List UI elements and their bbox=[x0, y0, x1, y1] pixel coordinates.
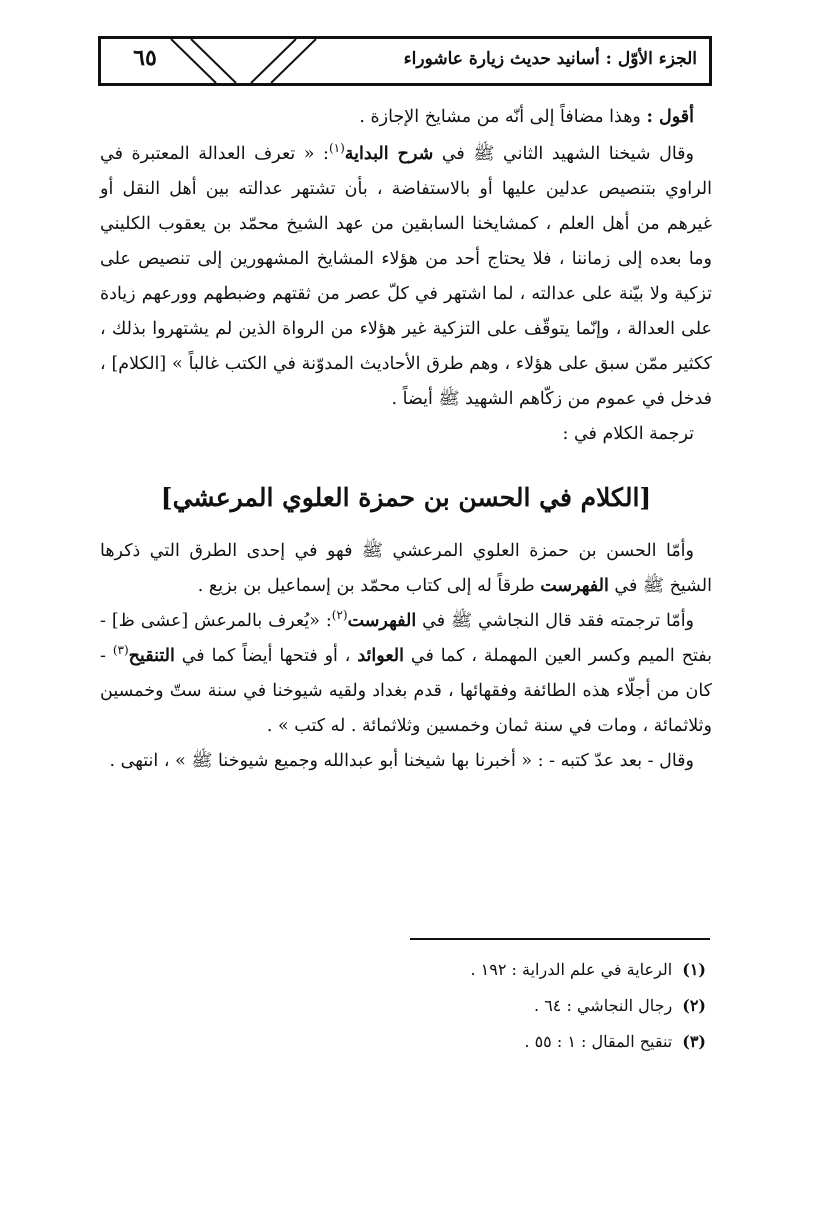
footnotes bbox=[100, 952, 706, 1060]
footnote-text: رجال النجاشي : ٦٤ . bbox=[534, 996, 673, 1015]
page-number: ٦٥ bbox=[133, 45, 157, 71]
footnote bbox=[100, 988, 706, 1024]
paragraph-text: : «يُعرف بالمرعش [عشى ظ] - بفتح الميم وكسر العين المهملة ، كما في bbox=[100, 611, 712, 666]
paragraph-text: وقال - بعد عدّ كتبه - : « أخبرنا بها شيخنا أبو عبدالله وجميع شيوخنا ﷺ » ، انتهى . bbox=[109, 751, 694, 771]
footnote-ref: (٢) bbox=[331, 608, 348, 623]
footnote bbox=[100, 952, 706, 988]
footnote bbox=[100, 1024, 706, 1060]
book-title: الفهرست bbox=[540, 576, 609, 596]
paragraph-text: ترجمة الكلام في : bbox=[562, 424, 694, 444]
footnote-text: الرعاية في علم الدراية : ١٩٢ . bbox=[470, 960, 673, 979]
footnote-ref: (٣) bbox=[112, 643, 129, 658]
book-title: العوائد bbox=[357, 646, 404, 666]
footnote-number: (٣) bbox=[682, 1032, 706, 1051]
paragraph-2 bbox=[100, 137, 712, 417]
footnote-text: تنقيح المقال : ١ : ٥٥ . bbox=[524, 1032, 673, 1051]
paragraph-4 bbox=[100, 534, 712, 604]
footnote-number: (١) bbox=[682, 960, 706, 979]
book-title: التنقيح bbox=[128, 646, 175, 666]
paragraph-1 bbox=[100, 100, 712, 135]
paragraph-text: وأمّا ترجمته فقد قال النجاشي ﷺ في bbox=[416, 611, 695, 631]
running-title: الجزء الأوّل : أسانيد حديث زيارة عاشوراء bbox=[403, 49, 697, 69]
page-body bbox=[100, 100, 712, 779]
footnote-ref: (١) bbox=[328, 141, 345, 156]
book-title: الفهرست bbox=[347, 611, 417, 631]
paragraph-text: : « تعرف العدالة المعتبرة في الراوي بتنصيص عدلين عليها أو بالاستفاضة ، بأن تشتهر عدالته بين أهل النقل أو غيرهم من أهل العلم ، كمشايخنا السابقين من عهد الشيخ محمّد بن يعقوب الكليني وما بعده إلى زماننا ، فلا يحتاج أحد من هؤلاء المشايخ المشهورين إلى تنصيص على تزكية ولا بيّنة على عدالته ، لما اشتهر في كلّ عصر من ثقتهم وضبطهم وورعهم زيادة على العدالة ، وإنّما يتوقّف على التزكية غير هؤلاء من الرواة الذين لم يشتهروا بذلك ، ككثير ممّن سبق على هؤلاء ، وهم طرق الأحاديث المدوّنة في الكتب غالباً » [الكلام] ، فدخل في عموم من زكّاهم الشهيد ﷺ أيضاً . bbox=[100, 144, 712, 409]
paragraph-text: - كان من أجلّاء هذه الطائفة وفقهائها ، قدم بغداد ولقيه شيوخنا في سنة ستّ وخمسين وثلاثمائة ، ومات في سنة ثمان وخمسين وثلاثمائة . له كتب » . bbox=[100, 646, 712, 736]
section-heading: [الكلام في الحسن بن حمزة العلوي المرعشي] bbox=[160, 483, 652, 512]
paragraph-text: طرقاً له إلى كتاب محمّد بن إسماعيل بن بزيع . bbox=[197, 576, 541, 596]
paragraph-text: وهذا مضافاً إلى أنّه من مشايخ الإجازة . bbox=[359, 107, 647, 127]
footnote-number: (٢) bbox=[682, 996, 706, 1015]
paragraph-6 bbox=[100, 744, 712, 779]
paragraph-text: وأمّا الحسن بن حمزة العلوي المرعشي ﷺ فهو في إحدى الطرق التي ذكرها الشيخ ﷺ في bbox=[100, 541, 712, 596]
footnote-divider bbox=[410, 938, 710, 940]
paragraph-3 bbox=[100, 417, 712, 452]
book-title: شرح البداية bbox=[344, 144, 434, 164]
paragraph-text: ، أو فتحها أيضاً كما في bbox=[174, 646, 358, 666]
paragraph-text: وقال شيخنا الشهيد الثاني ﷺ في bbox=[433, 144, 694, 164]
paragraph-5 bbox=[100, 604, 712, 744]
paragraph-lead: أقول : bbox=[646, 107, 694, 127]
page-header bbox=[98, 36, 712, 86]
